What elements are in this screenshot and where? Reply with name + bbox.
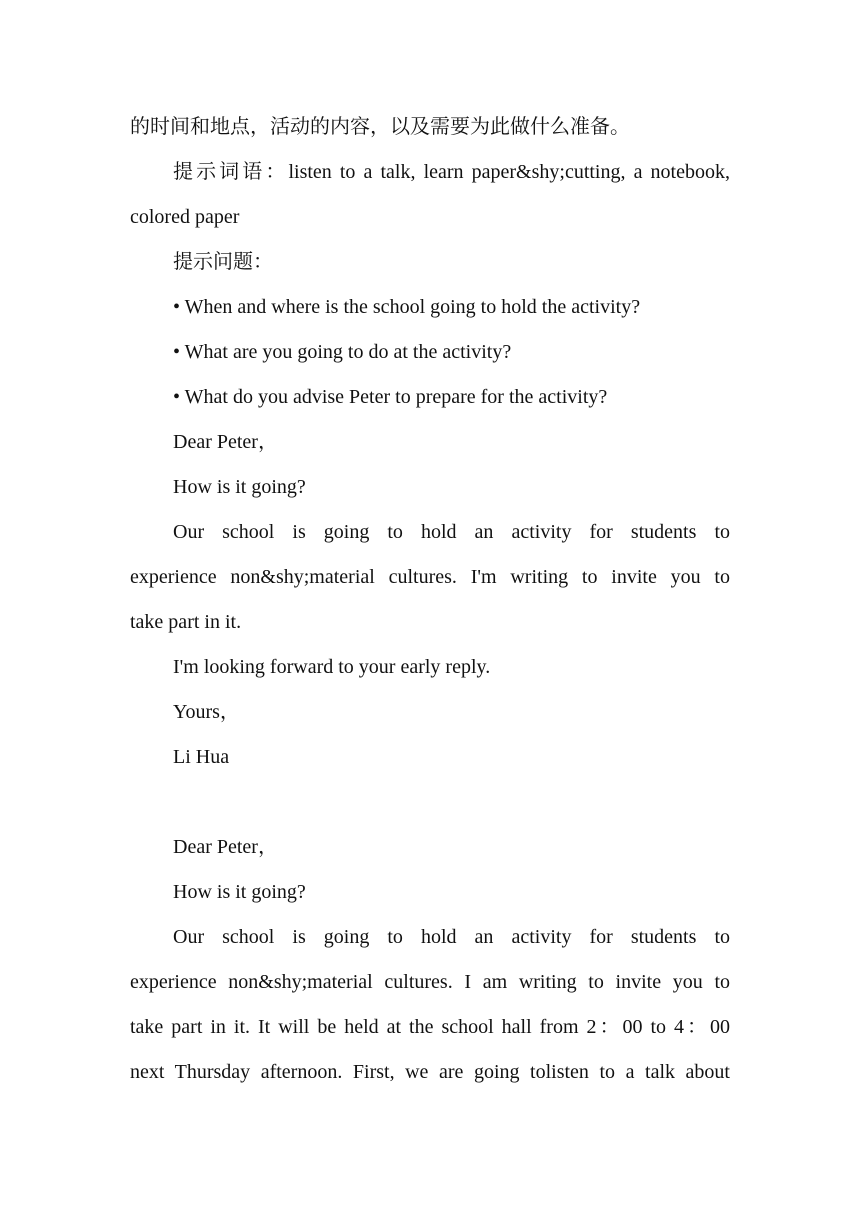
letter-signature: Li Hua bbox=[173, 746, 230, 768]
answer-greeting: How is it going? bbox=[173, 881, 306, 903]
answer-salutation: Dear Peter， bbox=[173, 836, 278, 858]
letter-greeting: How is it going? bbox=[173, 476, 306, 498]
answer-body-line: take part in it. It will be held at the school hall from 2：00 to 4：00 bbox=[130, 1016, 730, 1038]
letter-closing-line: I'm looking forward to your early reply. bbox=[173, 656, 491, 678]
intro-line: 的时间和地点，活动的内容，以及需要为此做什么准备。 bbox=[130, 116, 630, 138]
letter-body-line: Our school is going to hold an activity for students to bbox=[173, 521, 730, 543]
answer-body-line: Our school is going to hold an activity for students to bbox=[173, 926, 730, 948]
answer-body-line: next Thursday afternoon. First, we are going tolisten to a talk about bbox=[130, 1061, 730, 1083]
letter-body-line: experience non&shy;material cultures. I'm writing to invite you to bbox=[130, 566, 730, 588]
letter-signoff: Yours， bbox=[173, 701, 240, 723]
letter-salutation: Dear Peter， bbox=[173, 431, 278, 453]
hint-questions-label: 提示问题： bbox=[173, 251, 273, 273]
hint-words-continuation: colored paper bbox=[130, 206, 240, 228]
question-1: • When and where is the school going to hold the activity? bbox=[173, 296, 641, 318]
letter-body-line: take part in it. bbox=[130, 611, 242, 633]
question-3: • What do you advise Peter to prepare for the activity? bbox=[173, 386, 608, 408]
answer-body-line: experience non&shy;material cultures. I am writing to invite you to bbox=[130, 971, 730, 993]
question-2: • What are you going to do at the activity? bbox=[173, 341, 512, 363]
hint-words-line: 提示词语：listen to a talk, learn paper&shy;cutting, a notebook, bbox=[173, 161, 730, 183]
